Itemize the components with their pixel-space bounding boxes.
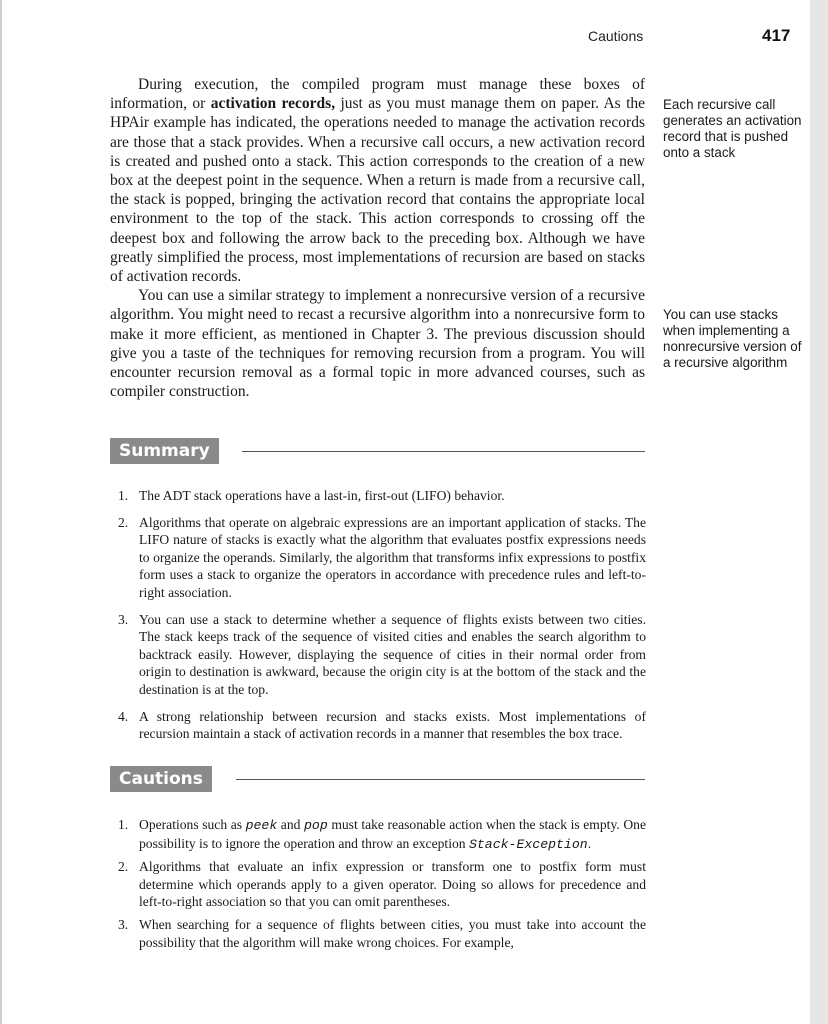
text-run: Operations such as xyxy=(139,817,246,832)
summary-heading xyxy=(110,438,645,464)
summary-item xyxy=(110,487,646,505)
summary-list xyxy=(110,487,646,752)
paragraph-text: just as you must manage them on paper. As the HPAir example has indicated, the operations needed to manage the activation records are those that a stack provides. When a recursive call occurs, a new activation record is created and pushed onto a stack. This action corresponds to the creation of a new box at the deepest point in the sequence. When a return is made from a recursive call, the stack is popped, bringing the activation record that contains the appropriate local environment to the top of the stack. This action corresponds to crossing off the deepest box and following the arrow back to the preceding box. Although we have greatly simplified the process, most implementations of recursion are based on stacks of activation records. xyxy=(110,95,646,286)
code-peek: peek xyxy=(245,818,278,833)
cautions-heading-label: Cautions xyxy=(110,766,212,792)
heading-rule xyxy=(242,451,645,452)
item-text: Algorithms that operate on algebraic expressions are an important application of stacks. The LIFO nature of stacks is exactly what the algorithm that evaluates postfix expressions needs to organize the operands. Similarly, the algorithm that transforms infix expressions to postfix form uses a stack to organize the operators in accordance with precedence rules and left-to-right association. xyxy=(139,514,646,600)
item-number: 3. xyxy=(118,611,129,627)
margin-note-nonrecursive-stacks: You can use stacks when implementing a nonrecursive version of a recursive algorithm xyxy=(663,307,802,370)
item-number: 3. xyxy=(118,916,129,932)
code-stack-exception: Stack-Exception xyxy=(468,836,588,852)
item-number: 1. xyxy=(118,488,129,503)
bold-term: activation records, xyxy=(210,95,336,113)
cautions-list xyxy=(110,816,646,956)
paragraph-activation-records xyxy=(110,75,645,286)
cautions-heading xyxy=(110,766,645,792)
item-text: When searching for a sequence of flights between cities, you must take into account the possibility that the algorithm will make wrong choices. For example, xyxy=(139,916,646,950)
item-number: 4. xyxy=(118,708,129,724)
page-right-gutter xyxy=(810,0,828,1024)
item-number: 2. xyxy=(118,859,129,875)
text-run: . xyxy=(587,835,592,851)
summary-heading-label: Summary xyxy=(110,438,219,464)
heading-rule xyxy=(236,779,645,780)
caution-item xyxy=(110,916,646,951)
item-text: The ADT stack operations have a last-in, first-out (LIFO) behavior. xyxy=(139,488,505,503)
paragraph-text: During execution, the compiled program must manage these boxes of information, or xyxy=(110,76,645,113)
page-number: 417 xyxy=(762,26,791,45)
item-number: 2. xyxy=(118,514,129,530)
margin-note-activation-record: Each recursive call generates an activation record that is pushed onto a stack xyxy=(663,97,802,160)
summary-item xyxy=(110,514,646,602)
item-text xyxy=(139,817,646,851)
body-text xyxy=(110,75,645,401)
item-number: 1. xyxy=(118,817,129,832)
summary-item xyxy=(110,708,646,743)
item-text: You can use a stack to determine whether a sequence of flights exists between two cities. The stack keeps track of the sequence of visited cities and enables the search algorithm to backtrack easily. However, displaying the sequence of cities in their normal order from origin to destination is awkward, because the origin city is at the bottom of the stack and the destination is at the top. xyxy=(139,611,646,697)
code-pop: pop xyxy=(304,818,328,833)
item-text: Algorithms that evaluate an infix expression or transform one to postfix form must determine which operands apply to a given operator. Doing so allows for precedence and left-to-right association so that you can omit parentheses. xyxy=(139,859,646,910)
text-run: and xyxy=(277,817,304,832)
caution-item xyxy=(110,816,646,853)
caution-item xyxy=(110,858,646,911)
paragraph-nonrecursive: You can use a similar strategy to implement a nonrecursive version of a recursive algorithm. You might need to recast a recursive algorithm into a nonrecursive form to make it more efficient, as mentioned in Chapter 3. The previous discussion should give you a taste of the techniques for removing recursion from a program. You will encounter recursion removal as a formal topic in more advanced courses, such as compiler construction. xyxy=(110,287,645,401)
page-left-edge xyxy=(0,0,2,1024)
text-run: must take reasonable action when the stack is empty. One possibility is to ignore the operation and throw an exception xyxy=(139,817,646,851)
item-text: A strong relationship between recursion and stacks exists. Most implementations of recursion maintain a stack of activation records in a manner that resembles the box trace. xyxy=(139,708,646,742)
summary-item xyxy=(110,611,646,699)
running-head: Cautions xyxy=(588,28,644,44)
